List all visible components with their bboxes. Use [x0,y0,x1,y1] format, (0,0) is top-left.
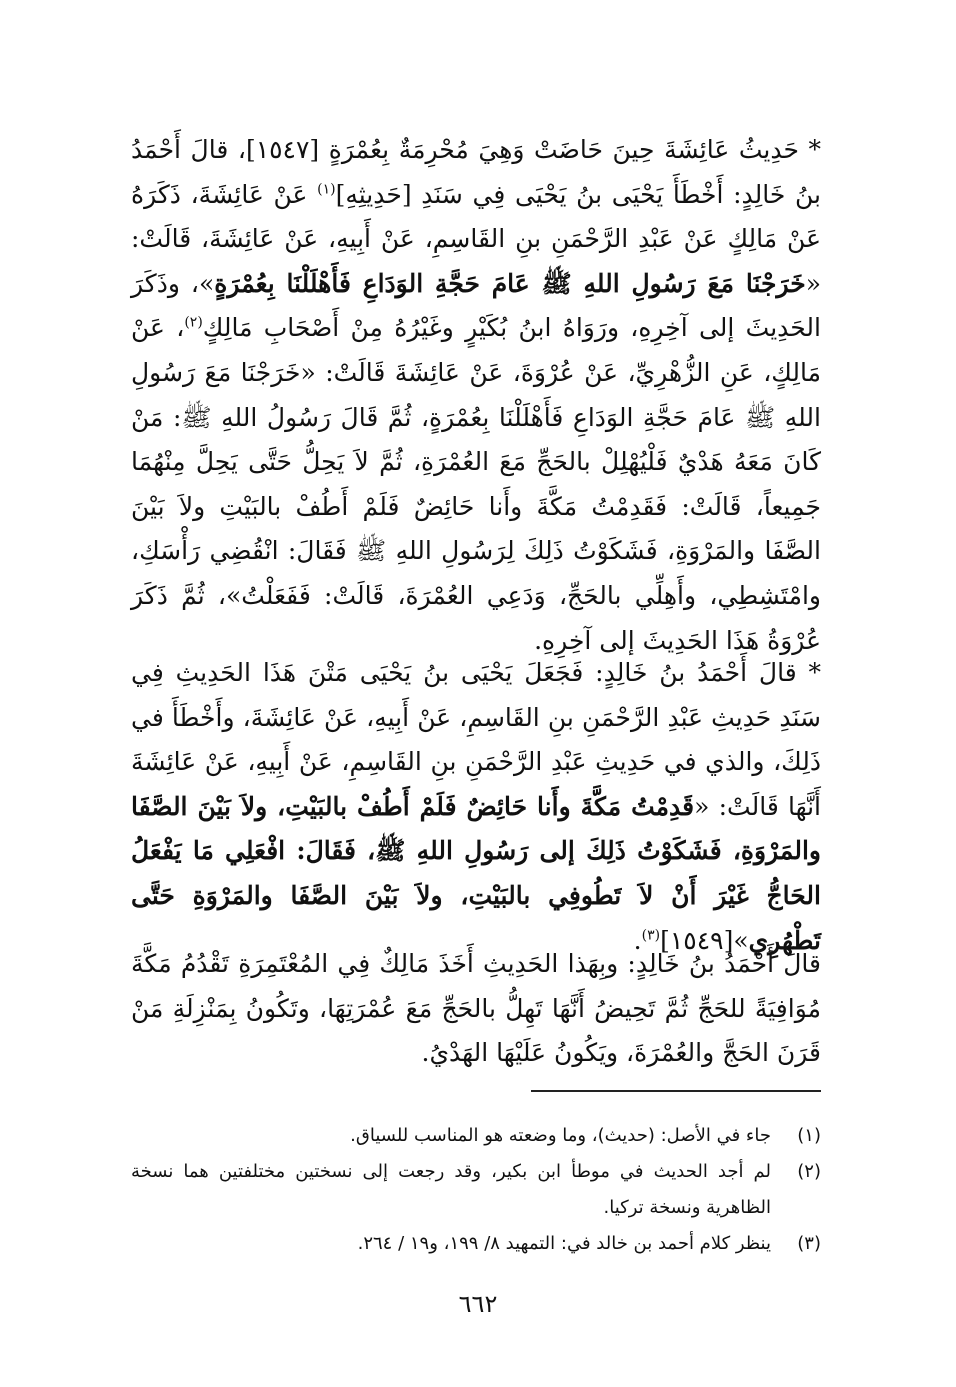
text-run: قالَ أَحْمَدُ بنُ خَالِدٍ: وبِهَذا الحَدِيثِ أَخَذَ مَالِكٌ فِي المُعْتَمِرَةِ تَقْدُمُ مَكَّةَ مُوَافِيَةً للحَجِّ ثُمَّ تَحِيضُ أَنَّهَا تَهِلُّ بالحَجِّ مَعَ عُمْرَتِهَا، وتَكُونُ بِمَنْزِلَةِ مَنْ قَرَنَ الحَجَّ والعُمْرَةَ، ويَكُونُ عَلَيْهَا الهَدْيُ. [131,949,821,1068]
footnote-text: ينظر كلام أحمد بن خالد في: التمهيد ٨/ ١٩٩، و١٩ / ٢٦٤. [357,1233,771,1254]
footnote-number: (١) [797,1125,821,1146]
paragraph-1-text [131,128,821,663]
paragraph-3 [131,942,821,1076]
footnote-marker-2: (٢) [184,315,203,332]
footnotes [131,1118,821,1262]
footnote-1 [131,1118,821,1154]
footnote-marker-1: (١) [317,181,336,198]
footnote-text: جاء في الأصل: (حديث)، وما وضعته هو المناسب للسياق. [350,1125,771,1146]
text-run: . [633,925,642,955]
footnote-number: (٢) [797,1161,821,1182]
footnote-2 [131,1154,821,1226]
footnote-separator [531,1090,821,1092]
text-run: ، عَنْ مَالِكٍ، عَنِ الزُّهْرِيِّ، عَنْ عُرْوَةَ، عَنْ عَائِشَةَ قَالَتْ: «خَرَجْنَا مَعَ رَسُولِ اللهِ ﷺ عَامَ حَجَّةِ الوَدَاعِ فَأَهْلَلْنَا بِعُمْرَةٍ، ثُمَّ قَالَ رَسُولُ اللهِ ﷺ: مَنْ كَانَ مَعَهُ هَدْيٌ فَلْيُهْلِلْ بالحَجِّ مَعَ العُمْرَةِ، ثُمَّ لاَ يَحِلُّ حَتَّى يَحِلَّ مِنْهُمَا جَمِيعاً، قَالَتْ: فَقَدِمْتُ مَكَّةَ وأَنا حَائِضٌ فَلَمْ أَطُفْ بالبَيْتِ ولاَ بَيْنَ الصَّفَا والمَرْوَةِ، فَشَكَوْتُ ذَلِكَ لِرَسُولِ اللهِ ﷺ فَقَالَ: انْقُضِي رَأْسَكِ، وامْتَشِطِي، وأَهِلِّي بالحَجِّ، وَدَعِي العُمْرَةَ، قَالَتْ: فَفَعَلْتُ»، ثُمَّ ذَكَرَ عُرْوَةُ هَذَا الحَدِيثَ إلى آخِرِهِ. [131,313,821,655]
paragraph-2 [131,651,821,963]
text-run: عَنْ عَائِشَةَ، ذَكَرَهُ عَنْ مَالِكٍ عَنْ عَبْدِ الرَّحْمَنِ بنِ القَاسِمِ، عَنْ أَبِيهِ، عَنْ عَائِشَةَ، قَالَتْ: « [131,179,821,298]
text-run: * قالَ أَحْمَدُ بنُ خَالِدٍ: فَجَعَلَ يَحْيَى بنُ يَحْيَى مَتْنَ هَذَا الحَدِيثِ فِي سَنَدِ حَدِيثِ عَبْدِ الرَّحْمَنِ بنِ القَاسِمِ، عَنْ أَبِيهِ، عَنْ عَائِشَةَ، وأَخْطَأَ في ذَلِكَ، والذي في حَدِيثِ عَبْدِ الرَّحْمَنِ بنِ القَاسِمِ، عَنْ أَبِيهِ، عَنْ عَائِشَةَ أَنَّهَا قَالَتْ: « [131,658,821,821]
text-run: » [733,925,749,955]
footnote-marker-3: (٣) [641,927,661,944]
footnote-text: لم أجد الحديث في موطأ ابن بكير، وقد رجعت إلى نسختين مختلفتين هما نسخة الظاهرية ونسخة تركيا. [131,1161,771,1218]
paragraph-1 [131,128,821,663]
text-run: * حَدِيثُ عَائِشَةَ حِينَ حَاضَتْ وَهِيَ مُحْرِمَةٌ بِعُمْرَةٍ [319,135,822,164]
footnote-3 [131,1226,821,1262]
reference-number: [١٥٤٩] [660,925,734,955]
footnote-number: (٣) [797,1233,821,1254]
paragraph-2-text [131,651,821,963]
reference-number: [١٥٤٧] [245,135,320,164]
hadith-quote-bold: قَدِمْتُ مَكَّةَ وأَنا حَائِضٌ فَلَمْ أَطُفْ بالبَيْتِ، ولاَ بَيْنَ الصَّفَا والمَرْوَةِ، فَشَكَوْتُ ذَلِكَ إلى رَسُولِ اللهِ ﷺ، فَقَالَ: افْعَلِي مَا يَفْعَلُ الحَاجُّ غَيْرَ أَنْ لاَ تَطُوفِي بالبَيْتِ، ولاَ بَيْنَ الصَّفَا والمَرْوَةِ حَتَّى تَطْهُرِي [131,791,821,955]
text-run: »، وذَكَرَ الحَدِيثَ إلى آخِرِهِ، ورَوَاهُ ابنُ بُكَيْرٍ وغَيْرُهُ مِنْ أَصْحَابِ مَالِكٍ [131,268,821,343]
hadith-quote-bold: خَرَجْنَا مَعَ رَسُولِ اللهِ ﷺ عَامَ حَجَّةِ الوَدَاعِ فَأَهْلَلْنَا بِعُمْرَةٍ [214,268,806,298]
page-number: ٦٦٢ [458,1290,498,1318]
paragraph-3-text [131,942,821,1076]
text-run: ، قالَ أَحْمَدُ بنُ خَالِدٍ: أَخْطَأَ يَحْيَى بنُ يَحْيَى فِي سَنَدِ [حَدِيثِهِ] [131,135,822,209]
